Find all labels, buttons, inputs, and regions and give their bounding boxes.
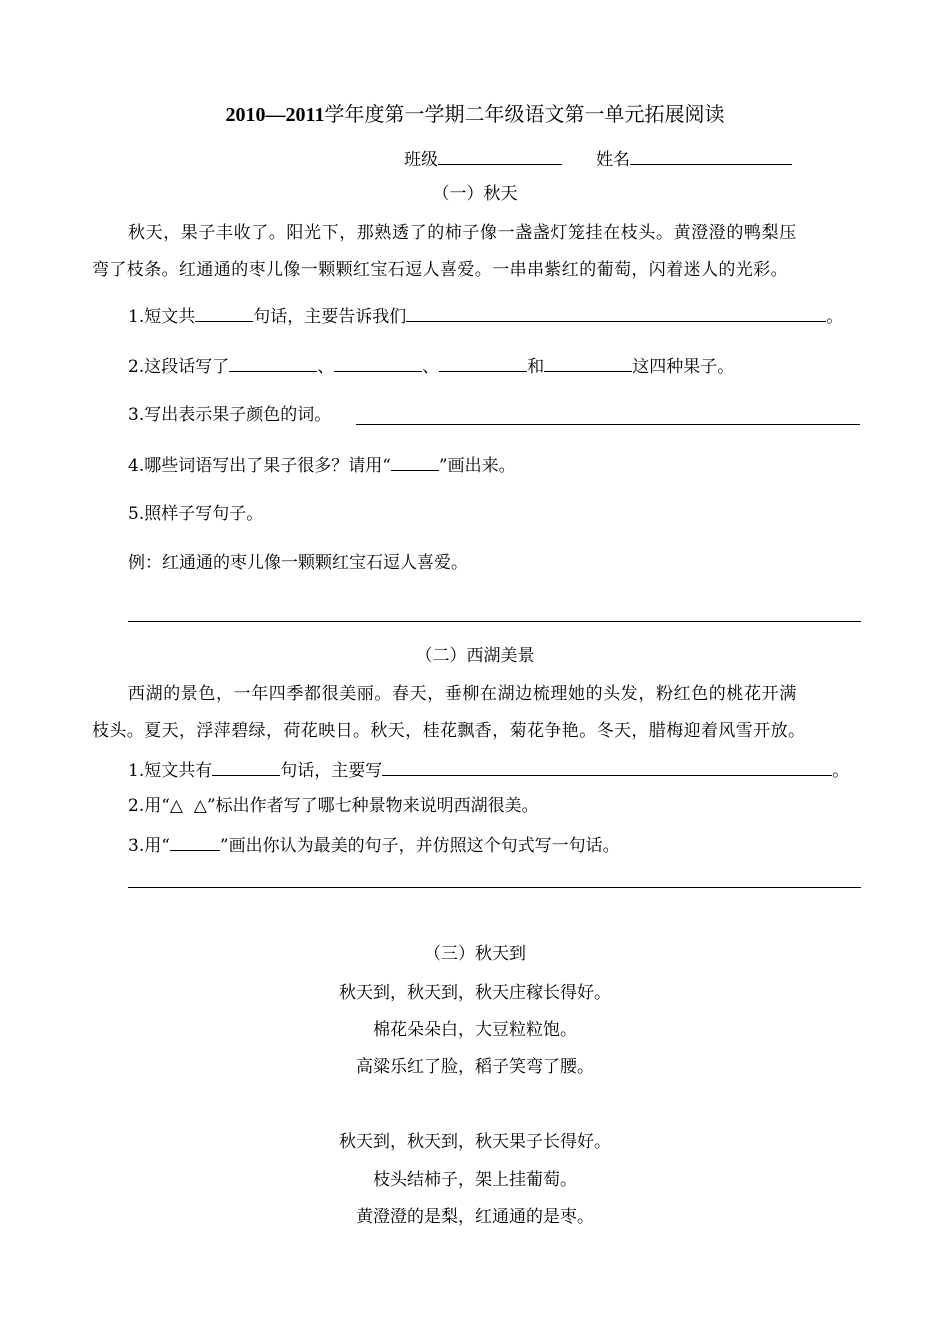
- section2-para-line1: 西湖的景色，一年四季都很美丽。春天，垂柳在湖边梳理她的头发，粉红色的桃花开满: [128, 684, 797, 704]
- s1-q1-blank-count[interactable]: [195, 303, 253, 322]
- section1-para-line2: 弯了枝条。红通通的枣儿像一颗颗红宝石逗人喜爱。一串串紫红的葡萄，闪着迷人的光彩。: [92, 260, 788, 280]
- s1-question-4: [128, 452, 516, 478]
- s1-q5-answer-line[interactable]: [128, 621, 861, 622]
- s1-question-1: [128, 303, 843, 329]
- section2-para-line2: 枝头。夏天，浮萍碧绿，荷花映日。秋天，桂花飘香，菊花争艳。冬天，腊梅迎着风雪开放。: [92, 721, 806, 741]
- s1-q1-end: 。: [826, 307, 844, 327]
- s1-question-5: 5.照样子写句子。: [128, 504, 264, 524]
- s2-q1-text-b: 句话，主要写: [280, 761, 383, 781]
- triangle-mark-icon: △ △: [169, 796, 207, 816]
- poem-line: 高粱乐红了脸，稻子笑弯了腰。: [356, 1057, 594, 1077]
- section1-heading: （一）秋天: [432, 184, 518, 204]
- s1-q1-text-b: 句话，主要告诉我们: [253, 307, 407, 327]
- s2-q1-end: 。: [832, 761, 850, 781]
- section3-heading: （三）秋天到: [424, 944, 526, 964]
- s1-q1-text-a: 1.短文共: [128, 307, 196, 327]
- s2-q1-blank-main[interactable]: [382, 757, 832, 776]
- poem-line: 黄澄澄的是梨，红通通的是枣。: [356, 1207, 594, 1227]
- title-year: 2010—2011: [225, 104, 325, 126]
- s1-q2-blank-2[interactable]: [334, 353, 422, 372]
- poem-line: 秋天到，秋天到，秋天果子长得好。: [339, 1132, 611, 1152]
- s2-q3-text-b: ”画出你认为最美的句子，并仿照这个句式写一句话。: [219, 836, 620, 856]
- s1-example: 例：红通通的枣儿像一颗颗红宝石逗人喜爱。: [128, 553, 468, 573]
- class-label: 班级: [404, 150, 438, 170]
- page-title: [0, 98, 950, 127]
- s1-q3-answer-line[interactable]: [356, 424, 860, 425]
- s2-q3-answer-line[interactable]: [128, 887, 861, 888]
- s1-q2-sep-1: 、: [317, 357, 335, 377]
- s1-q2-blank-1[interactable]: [229, 353, 317, 372]
- s1-q4-text-a: 4.哪些词语写出了果子很多？请用“: [128, 456, 391, 476]
- s1-q2-and: 和: [527, 357, 545, 377]
- s1-q4-underline-sample: [391, 452, 439, 471]
- title-text: 学年度第一学期二年级语文第一单元拓展阅读: [324, 102, 725, 126]
- s2-q3-underline-sample: [170, 832, 220, 851]
- s1-q2-text-a: 2.这段话写了: [128, 357, 230, 377]
- name-blank[interactable]: [630, 146, 792, 165]
- s1-question-3: [128, 403, 331, 427]
- s1-q4-text-b: ”画出来。: [438, 456, 516, 476]
- poem-line: 棉花朵朵白，大豆粒粒饱。: [373, 1020, 577, 1040]
- s2-question-2: [128, 794, 539, 818]
- s2-question-1: [128, 757, 849, 783]
- s2-q2-text-a: 2.用“: [128, 796, 170, 816]
- s2-q2-text-b: ”标出作者写了哪七种景物来说明西湖很美。: [206, 796, 539, 816]
- poem-line: 枝头结柿子，架上挂葡萄。: [373, 1170, 577, 1190]
- s2-q3-text-a: 3.用“: [128, 836, 170, 856]
- name-label: 姓名: [596, 150, 630, 170]
- s1-q3-text: 3.写出表示果子颜色的词。: [128, 405, 332, 425]
- class-field: [404, 146, 562, 172]
- s2-q1-text-a: 1.短文共有: [128, 761, 213, 781]
- s1-q2-sep-2: 、: [422, 357, 440, 377]
- s1-question-2: [128, 353, 734, 379]
- class-blank[interactable]: [438, 146, 562, 165]
- s1-q2-blank-4[interactable]: [544, 353, 632, 372]
- s2-q1-blank-count[interactable]: [212, 757, 280, 776]
- s1-q2-end: 这四种果子。: [632, 357, 735, 377]
- section2-heading: （二）西湖美景: [415, 646, 535, 666]
- s1-q1-blank-main[interactable]: [406, 303, 826, 322]
- name-field: [596, 146, 792, 172]
- section1-para-line1: 秋天，果子丰收了。阳光下，那熟透了的柿子像一盏盏灯笼挂在枝头。黄澄澄的鸭梨压: [128, 223, 797, 243]
- poem-line: 秋天到，秋天到，秋天庄稼长得好。: [339, 983, 611, 1003]
- s1-q2-blank-3[interactable]: [439, 353, 527, 372]
- s2-question-3: [128, 832, 620, 858]
